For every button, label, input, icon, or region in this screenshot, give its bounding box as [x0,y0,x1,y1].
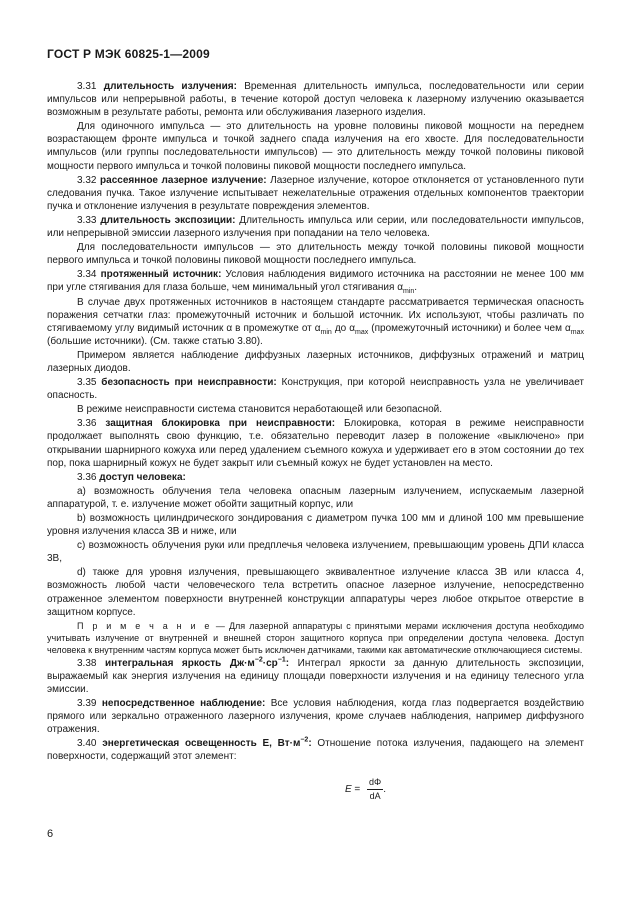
para-3-36: 3.36 защитная блокировка при неисправности: Блокировка, которая в режиме неисправности продолжает выполнять свою функцию, т.е. обязательно переводит лазер в положение «выключено» при открывании шарнирного кожуха или перед удалением съемного кожуха и удерживает его в этом состоянии до тех пор, пока шарнирный кожух не будет закрыт или съемный кожух не будет установлен на место. [47,418,585,469]
para-3-36-access: 3.36 доступ человека: [77,471,186,483]
para-3-35: 3.35 безопасность при неисправности: Конструкция, при которой неисправность узла не увеличивает опасность. [47,377,585,402]
para-3-35-detail: В режиме неисправности система становится неработающей или безопасной. [77,404,443,416]
formula-fraction: $\frac{d\Phi}{dA}$ [369,776,382,801]
para-3-39: 3.39 непосредственное наблюдение: Все условия наблюдения, когда глаз подвергается воздействию прямого или зеркально отраженного лазерного излучения, кроме случаев наблюдения, например диффузного отражения. [47,698,584,736]
para-3-34-example: Примером является наблюдение диффузных лазерных источников, диффузных отражений и матриц лазерных диодов. [47,349,584,374]
para-3-40: 3.40 энергетическая освещенность E, $Вт\cdot м^{-2}$: Отношение потока излучения, падающего на элемент поверхности, содержащий этот элемент: [47,736,584,763]
note: П р и м е ч а н и е — Для лазерной аппаратуры с принятыми мерами исключения доступа необходимо учитывать излучение от внутренней и внешней сторон защитного корпуса при определении доступа человека. Доступ человека к внутренним частям корпуса может быть исключен датчиками, такими как автоматические отключающиеся системы. [47,620,584,655]
para-3-34-detail: В случае двух протяженных источников в настоящем стандарте рассматривается термическая опасность поражения сетчатки глаз: промежуточный источник и большой источник. Их используют, чтобы различать по стягиваемому углу видимый источник α в промежутке от $\alpha_{min}$ до $\alpha_{max}$ (промежуточный источники) и более чем $\alpha_{max}$ (большие источники). (См. также статью 3.80). [47,296,584,347]
document-body [47,80,584,803]
list-item-a: a) возможность облучения тела человека опасным лазерным излучением, испускаемым лазерной аппаратурой, т. е. излучение может обойти защитный корпус, или [47,485,584,510]
para-3-38: 3.38 интегральная яркость $Дж\cdot м^{-2}\cdot ср^{-1}$: Интеграл яркости за данную длительность экспозиции, выражаемый как энергия излучения на единицу площади поверхности излучения и на единицу телесного угла эмиссии. [47,656,585,695]
list-item-b: b) возможность цилиндрического зондирования с диаметром пучка 100 мм и длиной 100 мм превышение уровня излучения класса 3В и ниже, или [47,513,584,538]
para-3-31-detail: Для одиночного импульса — это длительность на уровне половины пиковой мощности на переднем возрастающем фронте импульса и точкой заднего спада излучения на его хвосте. Для последовательности импульсов (или группы последовательности импульсов) — это длительность между точкой половины пиковой мощности первого импульса и точкой половины пиковой мощности последнего импульса. [47,121,584,172]
page-number: 6 [47,828,54,840]
document-header: ГОСТ Р МЭК 60825-1—2009 [47,47,210,61]
list-item-d: d) также для уровня излучения, превышающего эквивалентное излучение класса 3В или класса 4, возможность любой части человеческого тела встретить опасное лазерное излучение, непосредственно отраженное элементом поверхности внутренней конструкции аппаратуры через любое открытое отверстие в защитном корпусе. [47,567,584,618]
list-item-c: c) возможность облучения руки или предплечья человека излучением, превышающим уровень ДПИ класса 3В, [47,540,584,565]
para-3-32: 3.32 рассеянное лазерное излучение: Лазерное излучение, которое отклоняется от установленного пути следования пучка. Такое излучение испытывает нежелательные отражения отдельных компонентов траектории пучка и отклонение излучения в результате повреждения элементов. [47,174,585,212]
para-3-34: 3.34 протяженный источник: Условия наблюдения видимого источника на расстоянии не менее 100 мм при угле стягивания для глаза больше, чем минимальный угол стягивания $\alpha_{min}$. [47,269,585,296]
para-3-33: 3.33 длительность экспозиции: Длительность импульса или серии, или последовательности импульсов, или непрерывной эмиссии лазерного излучения при попадании на тело человека. [47,214,585,240]
formula-irradiance: E = $\frac{d\Phi}{dA}$ . [47,776,584,803]
para-3-33-detail: Для последовательности импульсов — это длительность между точкой половины пиковой мощности первого импульса и точкой половины пиковой мощности последнего импульса. [47,242,584,267]
para-3-31: 3.31 длительность излучения: Временная длительность импульса, последовательности или серии импульсов или непрерывной работы, в течение которой доступ человека к лазерному излучению оказывается возможным в результате работы, ремонта или обслуживания лазерного изделия. [47,81,585,119]
